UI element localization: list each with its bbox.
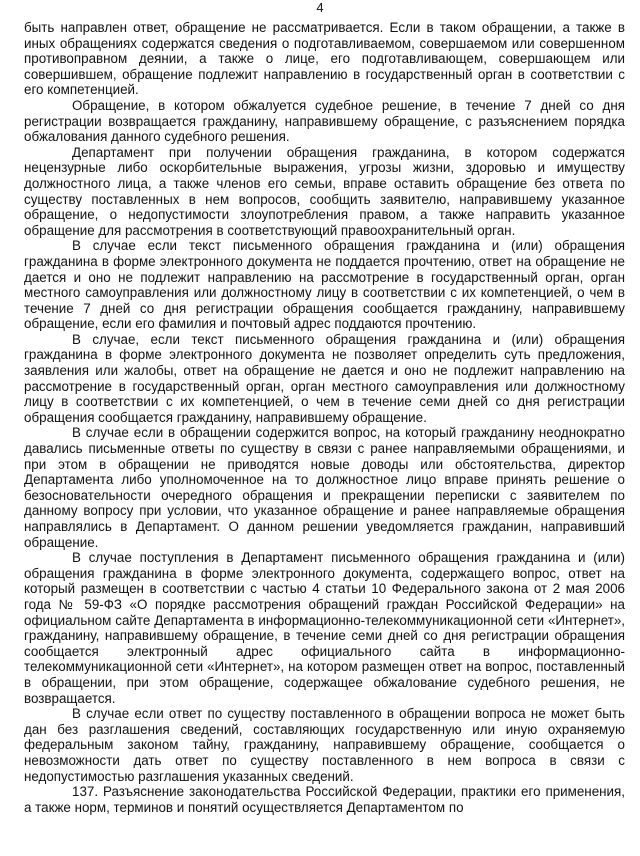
- paragraph: 137. Разъяснение законодательства Российской Федерации, практики его применения, а также норм, терминов и понятий осуществляется Департаментом по: [24, 784, 625, 815]
- paragraph: В случае если в обращении содержится вопрос, на который гражданину неоднократно давались письменные ответы по существу в связи с ранее направляемыми обращениями, и при этом в обращении не приводятся новые доводы или обстоятельства, директор Департамента либо уполномоченное на то должностное лицо вправе принять решение о безосновательности очередного обращения и прекращении переписки с заявителем по данному вопросу при условии, что указанное обращение и ранее направляемые обращения направлялись в Департамент. О данном решении уведомляется гражданин, направивший обращение.: [24, 425, 625, 550]
- paragraph: Департамент при получении обращения гражданина, в котором содержатся нецензурные либо оскорбительные выражения, угрозы жизни, здоровью и имуществу должностного лица, а также членов его семьи, вправе оставить обращение без ответа по существу поставленных в нем вопросов, сообщить заявителю, направившему указанное обращение, о недопустимости злоупотребления правом, а также направить указанное обращение для рассмотрения в соответствующий правоохранительный орган.: [24, 144, 625, 238]
- paragraph: В случае если ответ по существу поставленного в обращении вопроса не может быть дан без разглашения сведений, составляющих государственную или иную охраняемую федеральным законом тайну, гражданину, направившему обращение, сообщается о невозможности дать ответ по существу поставленного в нем вопроса в связи с недопустимостью разглашения указанных сведений.: [24, 706, 625, 784]
- paragraph: В случае если текст письменного обращения гражданина и (или) обращения гражданина в форме электронного документа не поддается прочтению, ответ на обращение не дается и оно не подлежит направлению на рассмотрение в государственный орган, орган местного самоуправления или должностному лицу в соответствии с их компетенцией, о чем в течение 7 дней со дня регистрации обращения сообщается гражданину, направившему обращение, если его фамилия и почтовый адрес поддаются прочтению.: [24, 238, 625, 332]
- document-body: [24, 20, 625, 815]
- paragraph: Обращение, в котором обжалуется судебное решение, в течение 7 дней со дня регистрации возвращается гражданину, направившему обращение, с разъяснением порядка обжалования данного судебного решения.: [24, 97, 625, 145]
- paragraph: В случае, если текст письменного обращения гражданина и (или) обращения гражданина в форме электронного документа не позволяет определить суть предложения, заявления или жалобы, ответ на обращение не дается и оно не подлежит направлению на рассмотрение в государственный орган, орган местного самоуправления или должностному лицу в соответствии с их компетенцией, о чем в течение семи дней со дня регистрации обращения сообщается гражданину, направившему обращение.: [24, 331, 625, 425]
- page-number: 4: [316, 0, 324, 15]
- paragraph: быть направлен ответ, обращение не рассматривается. Если в таком обращении, а также в иных обращениях содержатся сведения о подготавливаемом, совершаемом или совершенном противоправном деянии, а также о лице, его подготавливающем, совершающем или совершившем, обращение подлежит направлению в государственный орган в соответствии с его компетенцией.: [24, 20, 625, 98]
- paragraph: В случае поступления в Департамент письменного обращения гражданина и (или) обращения гражданина в форме электронного документа, содержащего вопрос, ответ на который размещен в соответствии с частью 4 статьи 10 Федерального закона от 2 мая 2006 года № 59-ФЗ «О порядке рассмотрения обращений граждан Российской Федерации» на официальном сайте Департамента в информационно-телекоммуникационной сети «Интернет», гражданину, направившему обращение, в течение семи дней со дня регистрации обращения сообщается электронный адрес официального сайта в информационно-телекоммуникационной сети «Интернет», на котором размещен ответ на вопрос, поставленный в обращении, при этом обращение, содержащее обжалование судебного решения, не возвращается.: [24, 550, 625, 706]
